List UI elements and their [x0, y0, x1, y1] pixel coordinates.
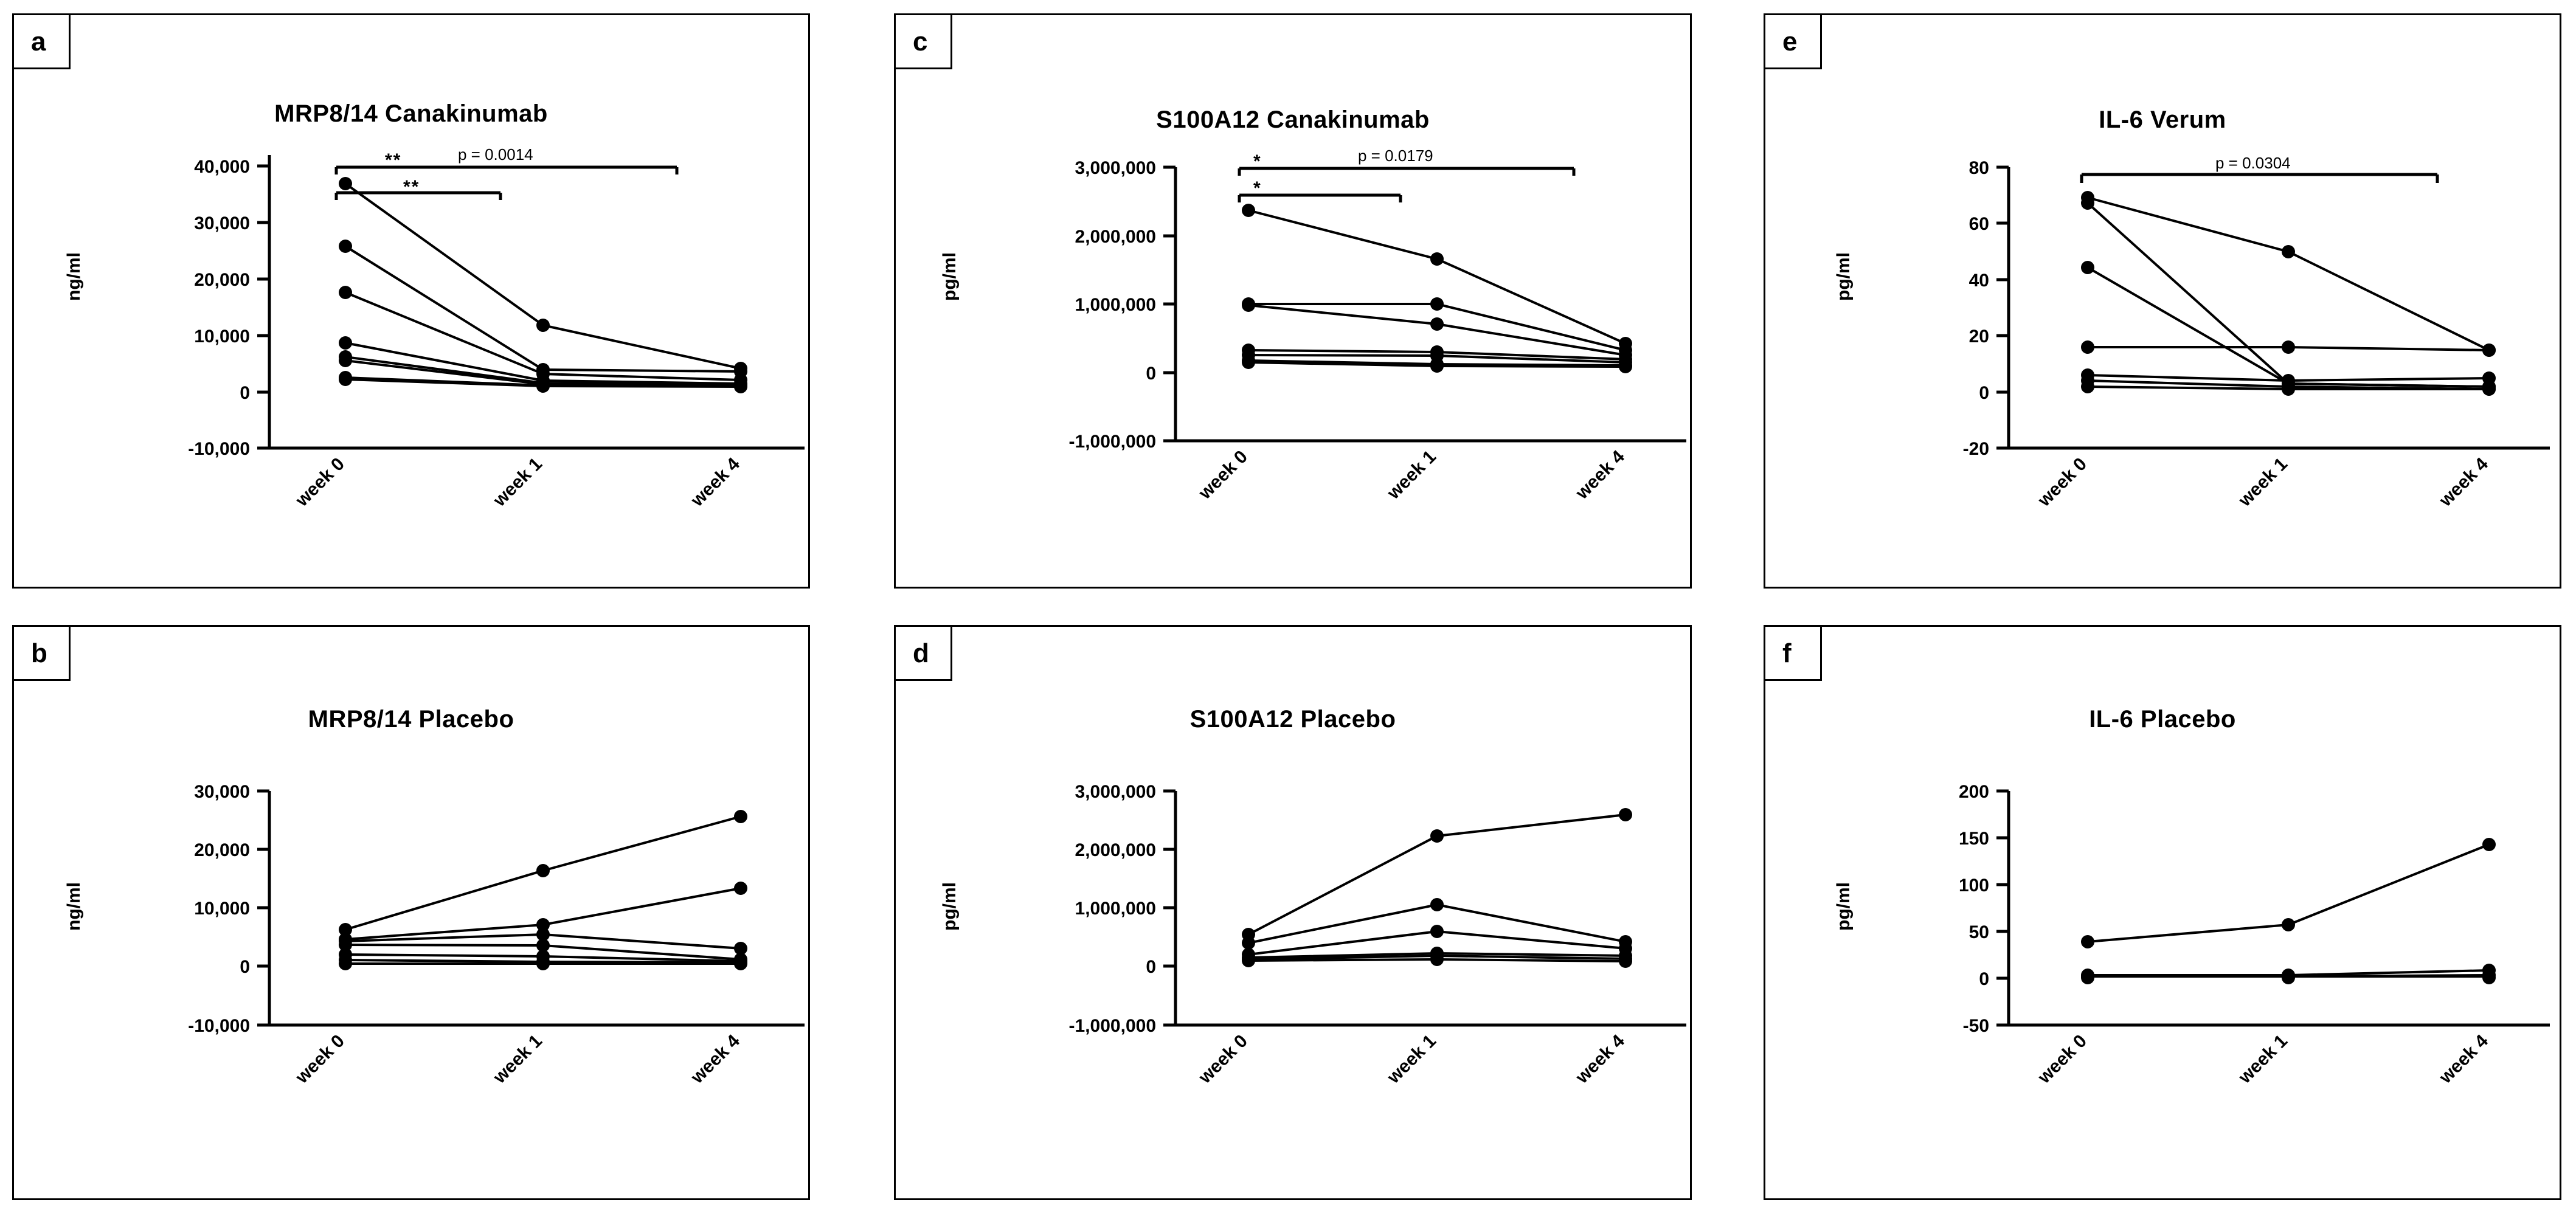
svg-text:30,000: 30,000	[194, 782, 250, 802]
svg-text:-10,000: -10,000	[188, 1016, 250, 1036]
panel-f-ylabel: pg/ml	[1833, 882, 1854, 931]
panel-c-ylabel: pg/ml	[940, 252, 960, 301]
panel-a-title: MRP8/14 Canakinumab	[274, 100, 548, 127]
svg-text:0: 0	[1979, 383, 1989, 403]
svg-text:week 4: week 4	[1572, 446, 1629, 503]
svg-text:week 1: week 1	[490, 1031, 546, 1088]
panel-e-plot	[1765, 15, 2563, 590]
svg-text:0: 0	[240, 957, 250, 977]
svg-text:week 0: week 0	[292, 1031, 348, 1088]
svg-text:week 0: week 0	[1195, 1031, 1252, 1088]
svg-text:0: 0	[240, 383, 250, 403]
svg-text:30,000: 30,000	[194, 213, 250, 233]
svg-text:-50: -50	[1962, 1016, 1989, 1036]
panel-f-plot	[1765, 627, 2563, 1202]
panel-a	[12, 13, 810, 589]
panel-f-title: IL-6 Placebo	[2089, 706, 2236, 733]
panel-a-pvalue: p = 0.0014	[458, 145, 533, 164]
panel-b-ylabel: ng/ml	[64, 882, 84, 931]
panel-letter-e: e	[1782, 27, 1798, 57]
panel-c	[894, 13, 1692, 589]
svg-text:1,000,000: 1,000,000	[1075, 295, 1156, 315]
panel-letter-a: a	[31, 27, 46, 57]
panel-e-title: IL-6 Verum	[2099, 106, 2226, 133]
panel-letter-d: d	[913, 638, 929, 668]
panel-d-title: S100A12 Placebo	[1189, 706, 1396, 733]
svg-text:week 0: week 0	[1195, 446, 1252, 503]
svg-text:10,000: 10,000	[194, 899, 250, 919]
panel-c-title: S100A12 Canakinumab	[1156, 106, 1430, 133]
svg-text:week 1: week 1	[2235, 454, 2291, 511]
panel-letter-c: c	[913, 27, 928, 57]
svg-text:0: 0	[1146, 364, 1156, 384]
panel-e-ylabel: pg/ml	[1833, 252, 1854, 301]
svg-text:20,000: 20,000	[194, 840, 250, 860]
svg-text:week 1: week 1	[490, 454, 546, 511]
svg-text:1,000,000: 1,000,000	[1075, 899, 1156, 919]
panel-a-ylabel: ng/ml	[64, 252, 84, 301]
svg-text:100: 100	[1958, 875, 1989, 896]
panel-a-stars-top: **	[385, 150, 402, 170]
panel-letter-f: f	[1782, 638, 1792, 668]
svg-text:3,000,000: 3,000,000	[1075, 782, 1156, 802]
panel-c-pvalue: p = 0.0179	[1358, 147, 1433, 165]
svg-text:week 0: week 0	[292, 454, 348, 511]
svg-text:80: 80	[1968, 158, 1989, 178]
svg-text:-1,000,000: -1,000,000	[1068, 1016, 1156, 1036]
svg-text:week 4: week 4	[687, 454, 744, 511]
panel-a-plot	[14, 15, 812, 590]
svg-text:week 4: week 4	[2436, 454, 2492, 511]
panel-a-stars-second: **	[403, 177, 420, 197]
svg-text:-10,000: -10,000	[188, 439, 250, 459]
panel-b	[12, 625, 810, 1200]
svg-text:week 1: week 1	[2235, 1031, 2291, 1088]
panel-c-stars-top: *	[1253, 151, 1262, 171]
svg-text:week 1: week 1	[1383, 1031, 1440, 1088]
panel-d-ylabel: pg/ml	[940, 882, 960, 931]
svg-text:10,000: 10,000	[194, 326, 250, 347]
svg-text:200: 200	[1958, 782, 1989, 802]
svg-text:week 0: week 0	[2034, 454, 2091, 511]
svg-text:3,000,000: 3,000,000	[1075, 158, 1156, 178]
panel-letter-b: b	[31, 638, 47, 668]
svg-text:50: 50	[1968, 922, 1989, 942]
svg-text:40,000: 40,000	[194, 157, 250, 177]
panel-c-stars-second: *	[1253, 178, 1262, 198]
svg-text:150: 150	[1958, 829, 1989, 849]
svg-text:2,000,000: 2,000,000	[1075, 227, 1156, 247]
svg-text:0: 0	[1146, 957, 1156, 977]
svg-text:2,000,000: 2,000,000	[1075, 840, 1156, 860]
panel-d	[894, 625, 1692, 1200]
svg-text:20: 20	[1968, 326, 1989, 347]
svg-text:60: 60	[1968, 214, 1989, 234]
panel-f	[1764, 625, 2561, 1200]
panel-e	[1764, 13, 2561, 589]
svg-text:0: 0	[1979, 969, 1989, 989]
svg-text:40: 40	[1968, 271, 1989, 291]
svg-text:week 4: week 4	[1572, 1031, 1629, 1088]
panel-e-pvalue: p = 0.0304	[2215, 154, 2291, 172]
svg-text:-1,000,000: -1,000,000	[1068, 432, 1156, 452]
svg-text:-20: -20	[1962, 439, 1989, 459]
panel-d-plot	[896, 627, 1694, 1202]
svg-text:week 4: week 4	[687, 1031, 744, 1088]
panel-b-title: MRP8/14 Placebo	[308, 706, 514, 733]
svg-text:week 1: week 1	[1383, 446, 1440, 503]
svg-text:week 4: week 4	[2436, 1031, 2492, 1088]
svg-text:20,000: 20,000	[194, 270, 250, 290]
panel-c-plot	[896, 15, 1694, 590]
panel-b-plot	[14, 627, 812, 1202]
svg-text:week 0: week 0	[2034, 1031, 2091, 1088]
